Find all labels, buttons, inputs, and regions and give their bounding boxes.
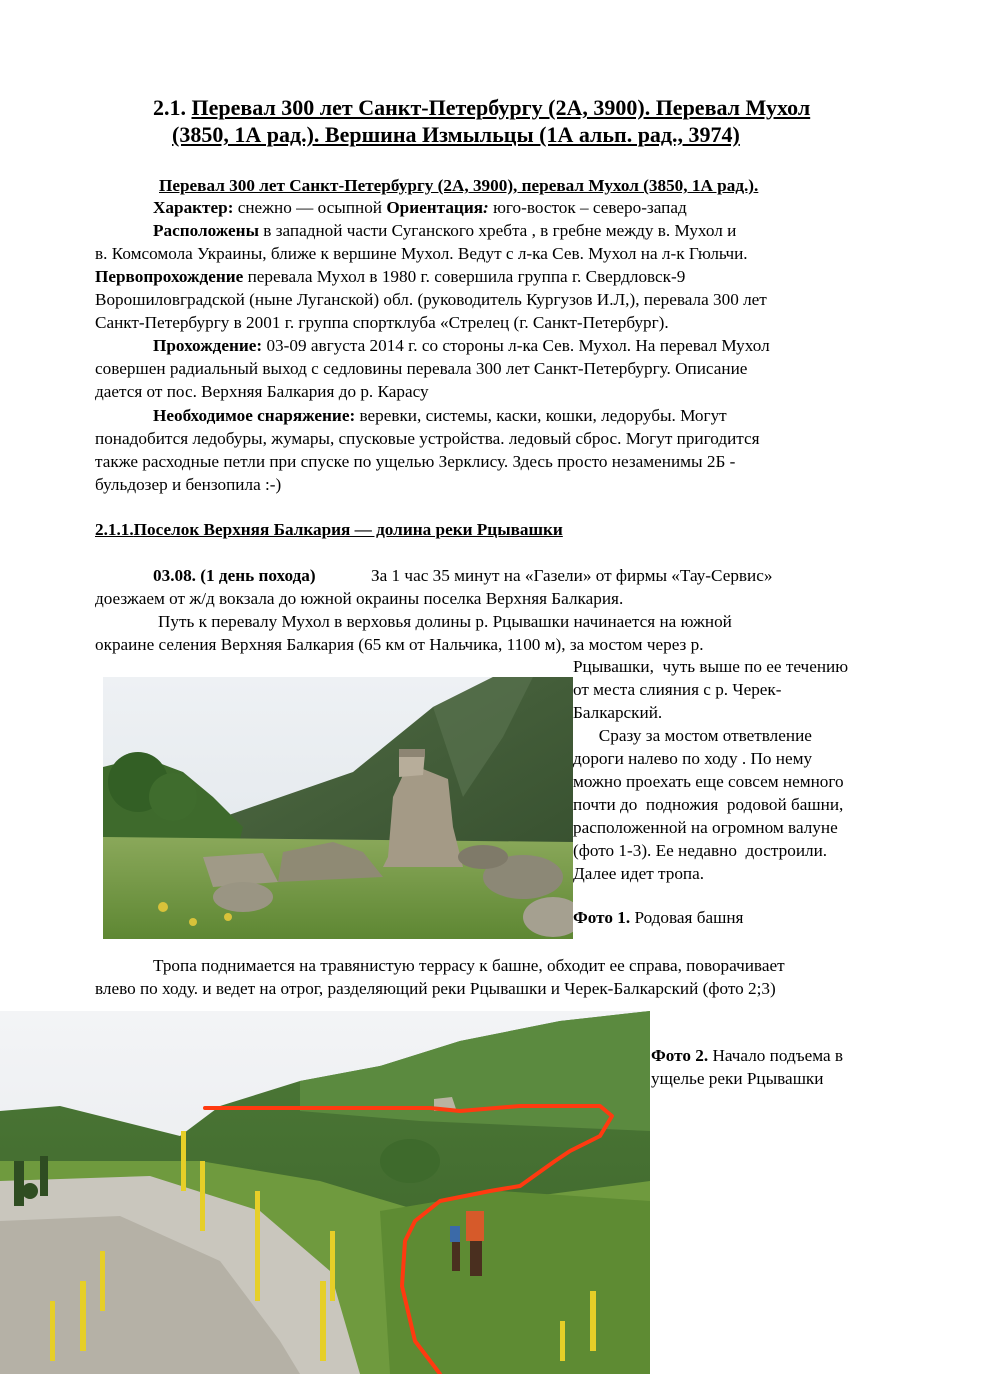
photo-1-caption-text: Родовая башня	[630, 908, 744, 927]
photo-2-caption-line1	[651, 1044, 843, 1067]
first-ascent-line1	[95, 265, 685, 288]
orientation-label: Ориентация	[386, 198, 484, 217]
side-text-line: почти до подножия родовой башни,	[573, 795, 844, 814]
trail-line1: Тропа поднимается на травянистую террасу к башне, обходит ее справа, поворачивает	[153, 956, 785, 975]
photo-2-caption-text1: Начало подъема в	[708, 1046, 844, 1065]
photo-1-label: Фото 1.	[573, 908, 631, 927]
day1-label	[153, 564, 316, 587]
first-ascent-line3: Санкт-Петербургу в 2001 г. группа спортклуба «Стрелец (г. Санкт-Петербург).	[95, 313, 669, 332]
character-line	[153, 196, 687, 219]
side-text	[573, 655, 848, 885]
title-number: 2.1.	[153, 95, 186, 120]
page-title	[153, 95, 810, 121]
character-label: Характер:	[153, 198, 234, 217]
day1-label-text: 03.08. (1 день похода)	[153, 566, 316, 585]
equipment-text1: веревки, системы, каски, кошки, ледорубы. Могут	[355, 406, 727, 425]
section-number: 2.1.1.	[95, 520, 134, 539]
equipment-line2: понадобится ледобуры, жумары, спусковые устройства. ледовый сброс. Могут пригодится	[95, 429, 760, 448]
location-text1: в западной части Суганского хребта , в гребне между в. Мухол и	[259, 221, 737, 240]
orientation-value: юго-восток – северо-запад	[488, 198, 687, 217]
side-text-line: Балкарский.	[573, 703, 663, 722]
equipment-line1	[153, 404, 727, 427]
location-line1	[153, 219, 736, 242]
photo-2-label: Фото 2.	[651, 1046, 709, 1065]
photo-1-image	[103, 677, 573, 939]
photo-2-valley	[0, 1011, 650, 1374]
side-text-line: от места слияния с р. Черек-	[573, 680, 782, 699]
passage-line2: совершен радиальный выход с седловины перевала 300 лет Санкт-Петербургу. Описание	[95, 359, 748, 378]
passage-label: Прохождение:	[153, 336, 263, 355]
section-heading	[95, 518, 563, 541]
character-value: снежно — осыпной	[233, 198, 387, 217]
first-ascent-line2: Ворошиловградской (ныне Луганской) обл. (руководитель Кургузов И.Л,), перевала 300 лет	[95, 290, 767, 309]
section-title: Поселок Верхняя Балкария — долина реки Рцывашки	[133, 520, 563, 539]
equipment-label: Необходимое снаряжение:	[153, 406, 356, 425]
side-text-line: расположенной на огромном валуне	[573, 818, 838, 837]
pass-subtitle: Перевал 300 лет Санкт-Петербургу (2А, 3900), перевал Мухол (3850, 1А рад.).	[159, 176, 759, 195]
day1-line2: доезжаем от ж/д вокзала до южной окраины поселка Верхняя Балкария.	[95, 589, 624, 608]
title-line1: Перевал 300 лет Санкт-Петербургу (2А, 3900). Перевал Мухол	[191, 95, 811, 120]
day1-line3: Путь к перевалу Мухол в верховья долины р. Рцывашки начинается на южной	[158, 612, 732, 631]
first-ascent-text1: перевала Мухол в 1980 г. совершила группа г. Свердловск-9	[243, 267, 686, 286]
photo-1-tower	[103, 677, 573, 939]
side-text-line: Далее идет тропа.	[573, 864, 705, 883]
passage-line1	[153, 334, 770, 357]
passage-line3: дается от пос. Верхняя Балкария до р. Карасу	[95, 382, 429, 401]
side-text-line: дороги налево по ходу . По нему	[573, 749, 813, 768]
title-line2-wrap	[172, 122, 740, 148]
side-text-line: (фото 1-3). Ее недавно достроили.	[573, 841, 828, 860]
location-line2: в. Комсомола Украины, ближе к вершине Мухол. Ведут с л-ка Сев. Мухол на л-к Гюльчи.	[95, 244, 748, 263]
photo-2-caption-line2: ущелье реки Рцывашки	[651, 1069, 824, 1088]
day1-line4: окраине селения Верхняя Балкария (65 км от Нальчика, 1100 м), за мостом через р.	[95, 635, 704, 654]
equipment-line4: бульдозер и бензопила :-)	[95, 475, 282, 494]
side-text-line: можно проехать еще совсем немного	[573, 772, 844, 791]
side-text-line: Рцывашки, чуть выше по ее течению	[573, 657, 849, 676]
title-line2: (3850, 1А рад.). Вершина Измыльцы (1А альп. рад., 3974)	[172, 122, 740, 147]
first-ascent-label: Первопрохождение	[95, 267, 244, 286]
orientation-colon: :	[483, 198, 489, 217]
location-label: Расположены	[153, 221, 259, 240]
side-text-line: Сразу за мостом ответвление	[573, 726, 812, 745]
equipment-line3: также расходные петли при спуске по ущелью Зерклису. Здесь просто незаменимы 2Б -	[95, 452, 736, 471]
photo-2-image	[0, 1011, 650, 1374]
photo-1-caption	[573, 906, 743, 929]
passage-text1: 03-09 августа 2014 г. со стороны л-ка Сев. Мухол. На перевал Мухол	[262, 336, 770, 355]
trail-line2: влево по ходу. и ведет на отрог, разделяющий реки Рцывашки и Черек-Балкарский (фото 2;3)	[95, 979, 776, 998]
day1-line1: За 1 час 35 минут на «Газели» от фирмы «Тау-Сервис»	[371, 566, 773, 585]
